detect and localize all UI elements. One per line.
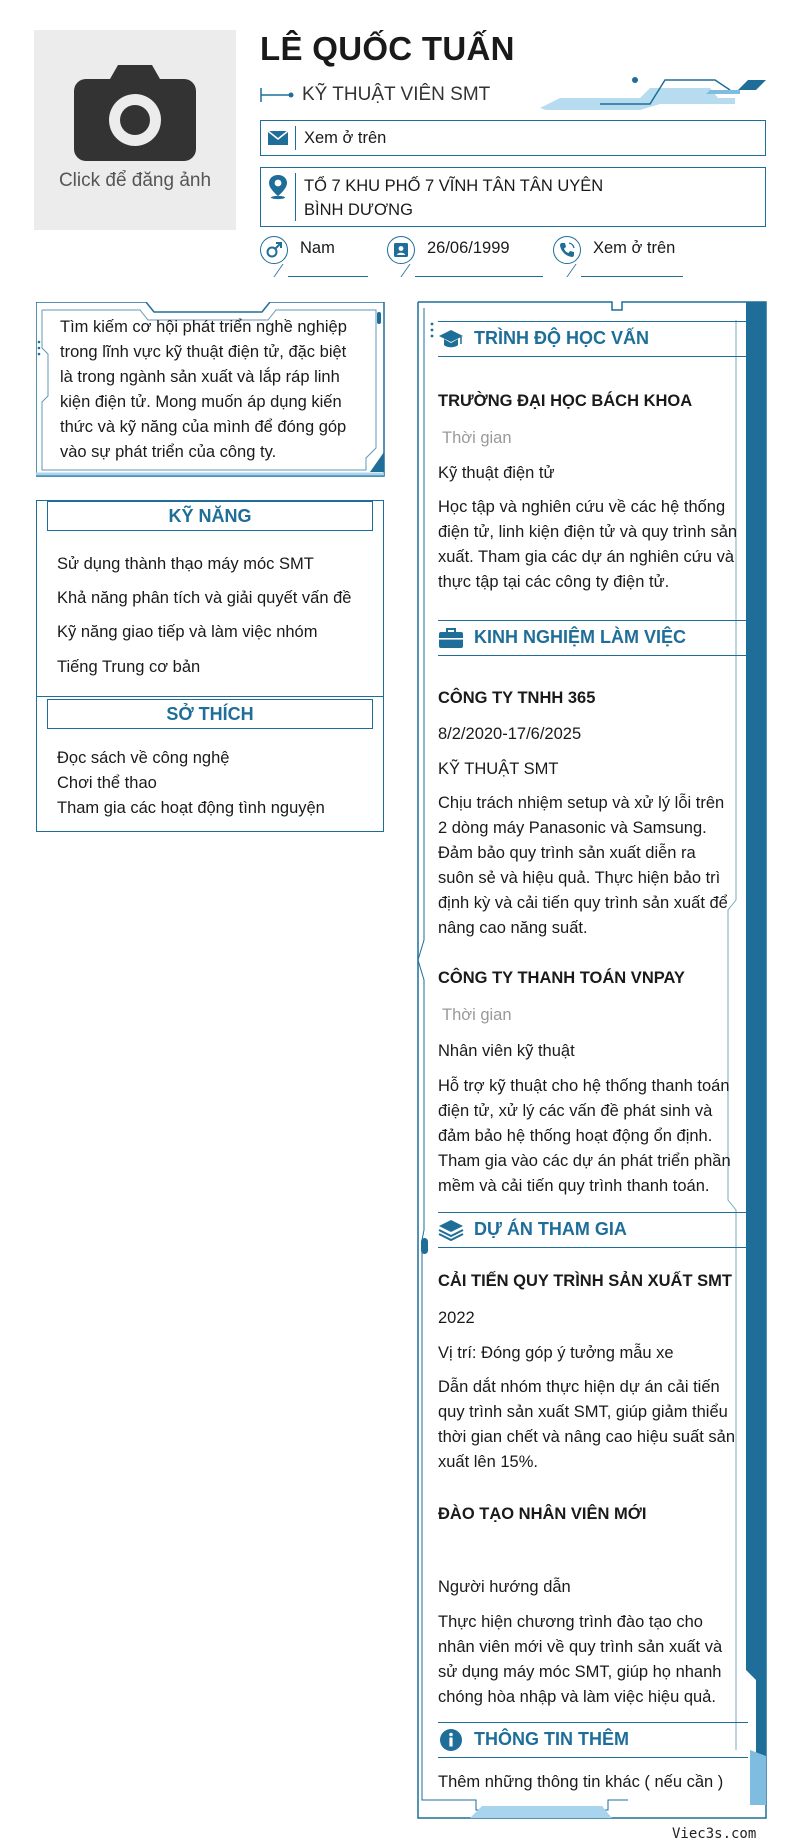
description-line: thực tập tại các công ty điện tử. [438, 573, 670, 591]
gender-value: Nam [300, 239, 335, 257]
project-name: ĐÀO TẠO NHÂN VIÊN MỚI [438, 1505, 647, 1523]
description-line: đảm bảo hệ thống hoạt động ổn định. [438, 1127, 713, 1145]
job-description [438, 791, 748, 941]
education-section-header [438, 321, 748, 357]
description-line: quy trình sản xuất SMT, giúp giảm thiểu [438, 1403, 728, 1421]
objective-line: Tìm kiếm cơ hội phát triển nghề nghiệp [60, 318, 347, 336]
title-line-icon [260, 87, 294, 103]
skills-hobbies-panel [36, 500, 384, 832]
education-description [438, 495, 748, 595]
profile-photo-placeholder[interactable] [34, 30, 236, 230]
description-line: xuất lên 15%. [438, 1453, 538, 1471]
id-card-icon [392, 241, 410, 259]
job-description [438, 1074, 748, 1199]
extra-info-heading: THÔNG TIN THÊM [474, 1729, 629, 1749]
skills-heading: KỸ NĂNG [47, 501, 373, 531]
project-role: Vị trí: Đóng góp ý tưởng mẫu xe [438, 1344, 674, 1362]
description-line: nhân viên mới về quy trình sản xuất và [438, 1638, 723, 1656]
description-line: Thực hiện chương trình đào tạo cho [438, 1613, 703, 1631]
gender-icon [265, 241, 283, 259]
hobby-item: Chơi thể thao [57, 774, 157, 792]
objective-line: là trong ngành sản xuất và lắp ráp linh [60, 368, 340, 386]
email-icon [267, 127, 289, 149]
email-field[interactable] [260, 120, 766, 156]
camera-icon [74, 65, 196, 161]
projects-section-header [438, 1212, 748, 1248]
candidate-name: LÊ QUỐC TUẤN [260, 30, 515, 67]
description-line: suôn sẻ và hiệu quả. Thực hiện bảo trì [438, 869, 721, 887]
info-icon [438, 1728, 464, 1754]
graduation-cap-icon [438, 327, 464, 351]
email-value: Xem ở trên [304, 129, 387, 147]
objective-line: thức và kỹ năng của mình để đóng góp [60, 418, 347, 436]
briefcase-icon [438, 626, 464, 650]
description-line: điện tử, xử lý các vấn đề phát sinh và [438, 1102, 713, 1120]
skill-item: Tiếng Trung cơ bản [57, 658, 201, 676]
phone-icon [558, 241, 576, 259]
education-heading: TRÌNH ĐỘ HỌC VẤN [474, 328, 649, 348]
photo-upload-caption: Click để đăng ảnh [58, 170, 212, 191]
job-title-row [260, 82, 490, 108]
phone-value: Xem ở trên [593, 239, 676, 257]
company-name: CÔNG TY TNHH 365 [438, 689, 596, 707]
experience-section-header [438, 620, 748, 656]
description-line: Tham gia vào các dự án phát triển phần [438, 1152, 731, 1170]
description-line: Hỗ trợ kỹ thuật cho hệ thống thanh toán [438, 1077, 730, 1095]
company-name: CÔNG TY THANH TOÁN VNPAY [438, 969, 685, 987]
objective-line: kiện điện tử. Mong muốn áp dụng kiến [60, 393, 342, 411]
job-time: 8/2/2020-17/6/2025 [438, 725, 582, 743]
address-line-2: BÌNH DƯƠNG [304, 201, 413, 219]
description-line: chóng hòa nhập và làm việc hiệu quả. [438, 1688, 716, 1706]
address-line-1: TỔ 7 KHU PHỐ 7 VĨNH TÂN TÂN UYÊN [304, 177, 604, 195]
description-line: sử dụng máy móc SMT, giúp họ nhanh [438, 1663, 722, 1681]
description-line: thời gian chết và nâng cao hiệu suất sản [438, 1428, 736, 1446]
skill-item: Kỹ năng giao tiếp và làm việc nhóm [57, 623, 318, 641]
job-position: KỸ THUẬT SMT [438, 760, 559, 778]
description-line: Chịu trách nhiệm setup và xử lý lỗi trên [438, 794, 725, 812]
address-field[interactable] [260, 167, 766, 227]
skill-item: Sử dụng thành thạo máy móc SMT [57, 555, 314, 573]
layers-icon [438, 1218, 464, 1242]
project-description [438, 1610, 748, 1710]
job-position: Nhân viên kỹ thuật [438, 1042, 575, 1060]
description-line: xuất. Tham gia các dự án nghiên cứu và [438, 548, 735, 566]
description-line: định kỳ và cải tiến quy trình sản xuất để [438, 894, 728, 912]
career-objective [60, 315, 360, 465]
birthday-value: 26/06/1999 [427, 239, 510, 257]
description-line: điện tử, linh kiện điện tử và quy trình sản [438, 523, 738, 541]
description-line: 2 dòng máy Panasonic và Samsung. [438, 819, 707, 837]
project-name: CẢI TIẾN QUY TRÌNH SẢN XUẤT SMT [438, 1272, 732, 1290]
description-line: Đảm bảo quy trình sản xuất diễn ra [438, 844, 696, 862]
hobby-item: Đọc sách về công nghệ [57, 749, 230, 767]
projects-heading: DỰ ÁN THAM GIA [474, 1219, 627, 1239]
footer-watermark: Viec3s.com [672, 1826, 757, 1842]
project-time: 2022 [438, 1309, 475, 1327]
description-line: mềm và cải tiến quy trình thanh toán. [438, 1177, 710, 1195]
job-time: Thời gian [442, 1006, 512, 1024]
extra-info-section-header [438, 1722, 748, 1758]
objective-line: trong lĩnh vực kỹ thuật điện tử, đặc biệt [60, 343, 347, 361]
description-line: Dẫn dắt nhóm thực hiện dự án cải tiến [438, 1378, 720, 1396]
project-description [438, 1375, 748, 1475]
experience-heading: KINH NGHIỆM LÀM VIỆC [474, 627, 687, 647]
description-line: nâng cao năng suất. [438, 919, 588, 937]
hobbies-heading: SỞ THÍCH [47, 699, 373, 729]
hobby-item: Tham gia các hoạt động tình nguyện [57, 799, 325, 817]
header-decoration [540, 74, 770, 114]
project-role: Người hướng dẫn [438, 1578, 571, 1596]
skill-item: Khả năng phân tích và giải quyết vấn đề [57, 589, 352, 607]
extra-info-text: Thêm những thông tin khác ( nếu cần ) [438, 1773, 724, 1791]
location-pin-icon [267, 174, 289, 200]
education-time: Thời gian [442, 429, 512, 447]
job-title: KỸ THUẬT VIÊN SMT [302, 84, 491, 105]
school-name: TRƯỜNG ĐẠI HỌC BÁCH KHOA [438, 392, 693, 410]
description-line: Học tập và nghiên cứu về các hệ thống [438, 498, 726, 516]
education-major: Kỹ thuật điện tử [438, 464, 555, 482]
objective-line: vào sự phát triển của công ty. [60, 443, 277, 461]
address-value [304, 174, 603, 222]
